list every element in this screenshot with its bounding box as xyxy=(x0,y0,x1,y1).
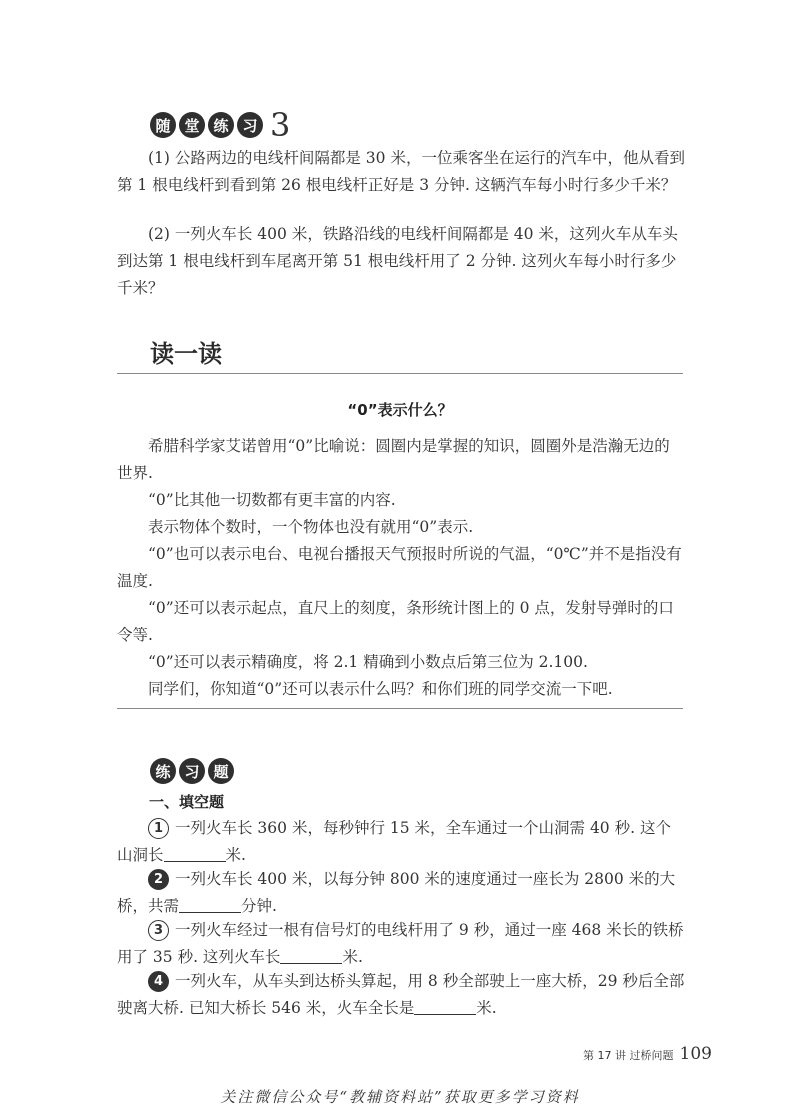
exercise-number: 3 xyxy=(148,920,169,941)
practice-badge-char: 堂 xyxy=(179,112,205,138)
reading-title: “0”表示什么？ xyxy=(347,401,453,419)
exercises-badge-char: 练 xyxy=(150,758,176,784)
answer-blank[interactable] xyxy=(414,1000,476,1015)
answer-blank[interactable] xyxy=(164,847,226,862)
reading-paragraph: “0”还可以表示起点，直尺上的刻度，条形统计图上的 0 点，发射导弹时的口令等. xyxy=(117,599,674,644)
reading-paragraph: “0”比其他一切数都有更丰富的内容. xyxy=(148,491,396,509)
exercise-number: 1 xyxy=(148,818,169,839)
practice-badge-char: 随 xyxy=(150,112,176,138)
practice-badge-number: 3 xyxy=(270,106,291,144)
reading-paragraph: “0”也可以表示电台、电视台播报天气预报时所说的气温，“0℃”并不是指没有温度. xyxy=(117,545,682,590)
exercise-text: 一列火车长 360 米，每秒钟行 15 米，全车通过一个山洞需 40 秒. 这个山洞长 xyxy=(117,819,671,864)
exercise-unit: 米. xyxy=(342,948,363,966)
practice-question-2: (2) 一列火车长 400 米，铁路沿线的电线杆间隔都是 40 米，这列火车从车头到达第 1 根电线杆到车尾离开第 51 根电线杆用了 2 分钟. 这列火车每小时行多少千米？ xyxy=(117,225,678,297)
practice-question-1: (1) 公路两边的电线杆间隔都是 30 米，一位乘客坐在运行的汽车中，他从看到第 1 根电线杆到看到第 26 根电线杆正好是 3 分钟. 这辆汽车每小时行多少千米？ xyxy=(117,149,685,194)
reading-top-rule xyxy=(117,373,683,374)
exercises-section-title: 一、填空题 xyxy=(149,793,225,811)
exercise-text: 一列火车长 400 米，以每分钟 800 米的速度通过一座长为 2800 米的大桥，共需 xyxy=(117,870,676,915)
reading-paragraph: “0”还可以表示精确度，将 2.1 精确到小数点后第三位为 2.100. xyxy=(148,653,588,671)
reading-bottom-rule xyxy=(117,708,683,709)
exercise-item xyxy=(117,815,685,869)
exercise-text: 一列火车经过一根有信号灯的电线杆用了 9 秒，通过一座 468 米长的铁桥用了 35 秒. 这列火车长 xyxy=(117,921,684,966)
exercise-unit: 分钟. xyxy=(241,897,277,915)
exercises-badge-char: 题 xyxy=(208,758,234,784)
answer-blank[interactable] xyxy=(179,898,241,913)
exercises-badge-char: 习 xyxy=(179,758,205,784)
reading-paragraph: 表示物体个数时，一个物体也没有就用“0”表示. xyxy=(148,518,474,536)
page-number: 109 xyxy=(679,1044,712,1064)
page-footer xyxy=(583,1044,712,1064)
reading-body xyxy=(117,433,685,703)
practice-badge-char: 练 xyxy=(208,112,234,138)
exercise-item xyxy=(117,968,685,1022)
exercise-item xyxy=(117,917,685,971)
exercise-unit: 米. xyxy=(225,846,246,864)
reading-paragraph: 同学们，你知道“0”还可以表示什么吗？和你们班的同学交流一下吧. xyxy=(148,680,613,698)
practice-badge-char: 习 xyxy=(237,112,263,138)
exercises-badge xyxy=(150,758,237,784)
exercise-text: 一列火车，从车头到达桥头算起，用 8 秒全部驶上一座大桥，29 秒后全部驶离大桥. 已知大桥长 546 米，火车全长是 xyxy=(117,972,685,1017)
reading-heading: 读一读 xyxy=(150,340,222,368)
chapter-label: 第 17 讲 过桥问题 xyxy=(583,1049,674,1062)
exercise-number: 2 xyxy=(148,869,169,890)
practice-badge xyxy=(150,106,291,144)
answer-blank[interactable] xyxy=(280,949,342,964)
exercise-number: 4 xyxy=(148,971,169,992)
reading-paragraph: 希腊科学家艾诺曾用“0”比喻说：圆圈内是掌握的知识，圆圈外是浩瀚无边的世界. xyxy=(117,437,670,482)
exercise-item xyxy=(117,866,685,920)
exercise-unit: 米. xyxy=(476,999,497,1017)
watermark-text: 关注微信公众号“教辅资料站”获取更多学习资料 xyxy=(220,1088,580,1106)
